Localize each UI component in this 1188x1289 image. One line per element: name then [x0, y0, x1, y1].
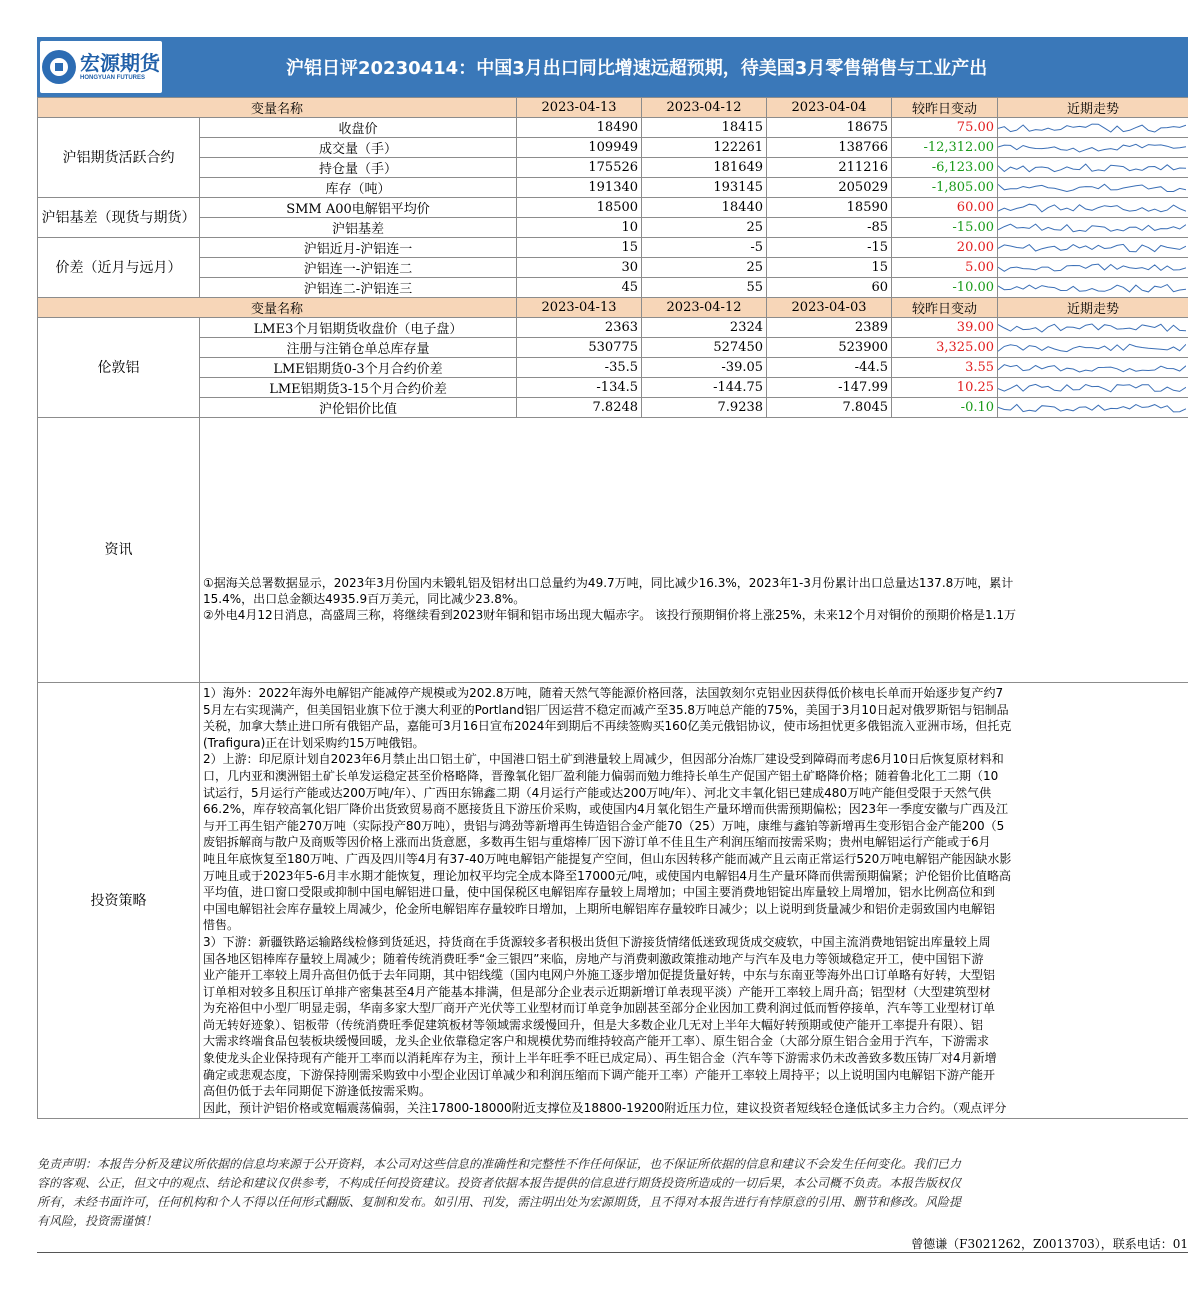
value-cell: 527450: [642, 338, 767, 358]
group-label: 沪铝期货活跃合约: [38, 118, 200, 198]
strategy-line: 试运行，5月运行产能或达200万吨/年）、广西田东锦鑫二期（4月运行产能或达200万吨/年）、河北文丰氧化铝已建成480万吨产能但受限于天然气供: [203, 785, 992, 800]
change-cell: 10.25: [892, 378, 998, 398]
sparkline: [998, 399, 1186, 416]
sparkline-path: [998, 164, 1186, 172]
strategy-line: 尚无转好迹象）、铝板带（传统消费旺季促建筑板材等领域需求缓慢回升，但是大多数企业几无对上半年大幅好转预期或使产能开工率提升有限）、铝: [203, 1017, 984, 1032]
sparkline-path: [998, 344, 1186, 351]
sparkline-path: [998, 184, 1186, 191]
header-cell: 较昨日变动: [892, 98, 998, 118]
change-cell: -12,312.00: [892, 138, 998, 158]
strategy-label: 投资策略: [38, 683, 200, 1119]
trend-cell: [998, 158, 1188, 178]
header-cell: 变量名称: [38, 298, 517, 318]
value-cell: 109949: [517, 138, 642, 158]
strategy-line: 平均值，进口窗口受限或抑制中国电解铝进口量，使中国保税区电解铝库存量较上周增加；中国主要消费地铝锭出库量较上周增加，铝水比例高位和到: [203, 885, 996, 900]
value-cell: 15: [767, 258, 892, 278]
value-cell: 60: [767, 278, 892, 298]
strategy-line: 5月左右实现满产，但美国铝业旗下位于澳大利亚的Portland铝厂因运营不稳定而减产至35.8万吨总产能的75%，美国于3月10日起对俄罗斯铝与铝制品: [203, 702, 1009, 717]
value-cell: -144.75: [642, 378, 767, 398]
value-cell: 7.9238: [642, 398, 767, 418]
trend-cell: [998, 358, 1188, 378]
strategy-line: 2）上游：印尼原计划自2023年6月禁止出口铝土矿，中国港口铝土矿到港量较上周减少，但因部分冶炼厂建设受到障碍而考虑6月10日后恢复原材料和: [203, 752, 1004, 767]
disclaimer-line: 所有，未经书面许可，任何机构和个人不得以任何形式翻版、复制和发布。如引用、刊发，需注明出处为宏源期货，且不得对本报告进行有悖原意的引用、删节和修改。风险提: [37, 1195, 962, 1209]
company-logo: [40, 41, 162, 93]
strategy-line: 订单相对较多且积压订单排产密集甚至4月产能基本排满，但是部分企业表示近期新增订单表现平淡）产能开工率较上周升高；铝型材（大型建筑型材: [203, 984, 991, 999]
table-row: [38, 118, 1188, 138]
value-cell: 191340: [517, 178, 642, 198]
disclaimer-line: 免责声明：本报告分析及建议所依据的信息均来源于公开资料，本公司对这些信息的准确性和完整性不作任何保证，也不保证所依据的信息和建议不会发生任何变化。我们已力: [37, 1157, 962, 1171]
trend-cell: [998, 338, 1188, 358]
table-row: [38, 278, 1188, 298]
header-cell: 2023-04-12: [642, 298, 767, 318]
strategy-line: 为充裕但中小型厂明显走弱，华南多家大型厂商开产光伏等工业型材而订单竞争加剧甚至部分企业因加工费利润过低而暂停接单，汽车等工业型材订单: [203, 1001, 996, 1016]
sparkline-path: [998, 124, 1186, 132]
logo-cn: 宏源期货: [80, 51, 160, 75]
sparkline: [998, 379, 1186, 396]
value-cell: 2363: [517, 318, 642, 338]
row-label: 库存（吨）: [200, 178, 517, 198]
strategy-line: 国各地区铝棒库存量较上周减少；随着传统消费旺季“金三银四”来临，房地产与消费刺激政策推动地产与汽车及电力等领域稳定开工，使中国铝下游: [203, 951, 984, 966]
disclaimer-line: 有风险，投资需谨慎！: [37, 1214, 158, 1228]
sparkline: [998, 139, 1186, 156]
table-row: [38, 198, 1188, 218]
change-cell: 60.00: [892, 198, 998, 218]
trend-cell: [998, 278, 1188, 298]
sparkline-path: [998, 405, 1186, 412]
strategy-content: [200, 683, 1188, 1119]
strategy-line: 惜售。: [203, 918, 240, 933]
value-cell: 138766: [767, 138, 892, 158]
value-cell: 30: [517, 258, 642, 278]
row-label: 持仓量（手）: [200, 158, 517, 178]
sparkline-path: [998, 144, 1186, 152]
sparkline: [998, 319, 1186, 336]
sparkline: [998, 259, 1186, 276]
strategy-line: 吨且年底恢复至180万吨、广西及四川等4月有37-40万吨电解铝产能提复产空间，但山东因转移产能而减产且云南正常运行520万吨电解铝产能因缺水影: [203, 851, 1012, 866]
value-cell: 2324: [642, 318, 767, 338]
row-label: LME3个月铝期货收盘价（电子盘）: [200, 318, 517, 338]
change-cell: 39.00: [892, 318, 998, 338]
value-cell: 18675: [767, 118, 892, 138]
value-cell: 18490: [517, 118, 642, 138]
table-row: [38, 138, 1188, 158]
trend-cell: [998, 218, 1188, 238]
group-label: 价差（近月与远月）: [38, 238, 200, 298]
row-label: 沪铝连二-沪铝连三: [200, 278, 517, 298]
news-row: [38, 418, 1188, 683]
table-row: [38, 358, 1188, 378]
sparkline: [998, 339, 1186, 356]
value-cell: 18440: [642, 198, 767, 218]
strategy-line: 象使龙头企业保持现有产能开工率而以消耗库存为主，预计上半年旺季不旺已成定局）、再生铝合金（汽车等下游需求仍未改善致多数压铸厂对4月新增: [203, 1051, 997, 1066]
value-cell: 15: [517, 238, 642, 258]
value-cell: 122261: [642, 138, 767, 158]
value-cell: 18590: [767, 198, 892, 218]
header-row: [38, 298, 1188, 318]
header-cell: 变量名称: [38, 98, 517, 118]
table-row: [38, 158, 1188, 178]
sparkline-path: [998, 264, 1186, 271]
change-cell: 20.00: [892, 238, 998, 258]
sparkline-path: [998, 384, 1186, 391]
strategy-line: 业产能开工率较上周升高但仍低于去年同期，其中铝线缆（国内电网户外施工逐步增加促提货量好转，中东与东南亚等海外出口订单略有好转，大型铝: [203, 968, 996, 983]
sparkline-path: [998, 285, 1186, 292]
strategy-line: 确定或悲观态度，下游保持刚需采购致中小型企业因订单减少和利润压缩而下调产能开工率）产能开工率较上周持平；以上说明国内电解铝下游产能开: [203, 1067, 996, 1082]
strategy-line: 高但仍低于去年同期促下游逢低按需采购。: [203, 1084, 432, 1099]
value-cell: 25: [642, 258, 767, 278]
value-cell: 45: [517, 278, 642, 298]
sparkline-path: [998, 365, 1186, 372]
strategy-line: 3）下游：新疆铁路运输路线检修到货延迟，持货商在手货源较多者积极出货但下游接货情绪低迷致现货成交疲软，中国主流消费地铝锭出库量较上周: [203, 934, 991, 949]
data-table: [37, 97, 1188, 1119]
header-cell: 2023-04-04: [767, 98, 892, 118]
change-cell: -15.00: [892, 218, 998, 238]
row-label: 成交量（手）: [200, 138, 517, 158]
header-cell: 较昨日变动: [892, 298, 998, 318]
value-cell: 211216: [767, 158, 892, 178]
trend-cell: [998, 258, 1188, 278]
sparkline-path: [998, 244, 1186, 251]
trend-cell: [998, 178, 1188, 198]
trend-cell: [998, 238, 1188, 258]
change-cell: -1,805.00: [892, 178, 998, 198]
table-row: [38, 178, 1188, 198]
sparkline-path: [998, 224, 1186, 232]
value-cell: 10: [517, 218, 642, 238]
value-cell: 25: [642, 218, 767, 238]
row-label: LME铝期货3-15个月合约价差: [200, 378, 517, 398]
change-cell: -6,123.00: [892, 158, 998, 178]
sparkline-path: [998, 324, 1186, 332]
sparkline: [998, 219, 1186, 236]
row-label: SMM A00电解铝平均价: [200, 198, 517, 218]
value-cell: -147.99: [767, 378, 892, 398]
news-p1b: 15.4%，出口总金额达4935.9百万美元，同比减少23.8%。: [203, 592, 526, 606]
sparkline-path: [998, 204, 1186, 212]
logo-en: HONGYUAN FUTURES: [80, 75, 146, 81]
value-cell: 523900: [767, 338, 892, 358]
value-cell: 18415: [642, 118, 767, 138]
header-cell: 2023-04-03: [767, 298, 892, 318]
value-cell: 7.8248: [517, 398, 642, 418]
trend-cell: [998, 398, 1188, 418]
table-row: [38, 258, 1188, 278]
report-frame: [37, 37, 1188, 1119]
disclaimer: [37, 1155, 1188, 1231]
value-cell: -15: [767, 238, 892, 258]
sparkline: [998, 199, 1186, 216]
header-cell: 近期走势: [998, 298, 1188, 318]
strategy-line: 与开工再生铝产能270万吨（实际投产80万吨），贵铝与鸿劲等新增再生铸造铝合金产能70（25）万吨，康维与鑫铂等新增再生变形铝合金产能200（5: [203, 818, 1005, 833]
strategy-line: 66.2%，库存较高氧化铝厂降价出货致贸易商不愿接货且下游压价采购，或使国内4月氧化铝生产量环增而供需预期偏松；因23年一季度安徽与广西及江: [203, 802, 1009, 817]
group-label: 伦敦铝: [38, 318, 200, 418]
sparkline: [998, 359, 1186, 376]
table-row: [38, 218, 1188, 238]
row-label: LME铝期货0-3个月合约价差: [200, 358, 517, 378]
strategy-line: 万吨且或于2023年5-6月丰水期才能恢复，理论加权平均完全成本降至17000元/吨，或使国内电解铝4月生产量环降而供需预期偏紧；沪伦铝价比值略高: [203, 868, 1011, 883]
contact-info: 曾德谦（F3021262，Z0013703），联系电话：01: [911, 1237, 1188, 1251]
table-row: [38, 318, 1188, 338]
group-label: 沪铝基差（现货与期货）: [38, 198, 200, 238]
trend-cell: [998, 138, 1188, 158]
sparkline: [998, 119, 1186, 136]
header-cell: 2023-04-13: [517, 98, 642, 118]
value-cell: 530775: [517, 338, 642, 358]
trend-cell: [998, 378, 1188, 398]
change-cell: 5.00: [892, 258, 998, 278]
table-row: [38, 398, 1188, 418]
strategy-line: 因此，预计沪铝价格或宽幅震荡偏弱，关注17800-18000附近支撑位及18800-19200附近压力位，建议投资者短线轻仓逢低试多主力合约。（观点评分: [203, 1100, 1007, 1115]
header-cell: 2023-04-12: [642, 98, 767, 118]
value-cell: 7.8045: [767, 398, 892, 418]
row-label: 沪铝连一-沪铝连二: [200, 258, 517, 278]
change-cell: 75.00: [892, 118, 998, 138]
sparkline: [998, 279, 1186, 296]
value-cell: -35.5: [517, 358, 642, 378]
strategy-line: 大需求终端食品包装板块缓慢回暖，龙头企业依靠稳定客户和规模优势而维持较高产能开工率）、原生铝合金（大部分原生铝合金用于汽车，下游需求: [203, 1034, 990, 1049]
table-row: [38, 338, 1188, 358]
footer-rule: [37, 1252, 1188, 1253]
header-row: [38, 98, 1188, 118]
sparkline: [998, 159, 1186, 176]
news-p2: ②外电4月12日消息，高盛周三称，将继续看到2023财年铜和铝市场出现大幅赤字。 该投行预期铜价将上涨25%，未来12个月对铜价的预期价格是1.1万: [203, 608, 1017, 622]
row-label: 沪铝近月-沪铝连一: [200, 238, 517, 258]
row-label: 沪铝基差: [200, 218, 517, 238]
report-header: [37, 37, 1188, 97]
trend-cell: [998, 118, 1188, 138]
logo-mark-icon: [42, 50, 76, 84]
row-label: 沪伦铝价比值: [200, 398, 517, 418]
strategy-line: 1）海外：2022年海外电解铝产能减停产规模或为202.8万吨，随着天然气等能源价格回落，法国敦刻尔克铝业因获得低价核电长单而开始逐步复产约7: [203, 686, 1004, 700]
trend-cell: [998, 318, 1188, 338]
value-cell: 2389: [767, 318, 892, 338]
value-cell: 193145: [642, 178, 767, 198]
header-cell: 近期走势: [998, 98, 1188, 118]
change-cell: 3,325.00: [892, 338, 998, 358]
change-cell: -10.00: [892, 278, 998, 298]
value-cell: -85: [767, 218, 892, 238]
row-label: 注册与注销仓单总库存量: [200, 338, 517, 358]
sparkline: [998, 239, 1186, 256]
value-cell: -44.5: [767, 358, 892, 378]
news-content: [200, 418, 1188, 683]
report-title: 沪铝日评20230414：中国3月出口同比增速远超预期，待美国3月零售销售与工业产出: [286, 58, 988, 79]
strategy-line: (Trafigura)正在计划采购约15万吨俄铝。: [203, 735, 425, 750]
change-cell: -0.10: [892, 398, 998, 418]
table-row: [38, 238, 1188, 258]
value-cell: 181649: [642, 158, 767, 178]
strategy-line: 废铝拆解商与散户及商贩等因价格上涨而出货意愿，多数再生铝与重熔棒厂因下游订单不佳且生产利润压缩而按需采购；贵州电解铝运行产能或于6月: [203, 835, 991, 850]
news-p1: ①据海关总署数据显示，2023年3月份国内未锻轧铝及铝材出口总量约为49.7万吨，同比减少16.3%，2023年1-3月份累计出口总量达137.8万吨，累计: [203, 576, 1014, 590]
value-cell: -5: [642, 238, 767, 258]
value-cell: -39.05: [642, 358, 767, 378]
strategy-line: 口，几内亚和澳洲铝土矿长单发运稳定甚至价格略降，晋豫氧化铝厂盈利能力偏弱而勉力维持长单生产促国产铝土矿略降价格；随着鲁北化工二期（10: [203, 768, 999, 783]
news-label: 资讯: [38, 418, 200, 683]
value-cell: 175526: [517, 158, 642, 178]
strategy-line: 关税，加拿大禁止进口所有俄铝产品，嘉能可3月16日宣布2024年到期后不再续签购买160亿美元俄铝协议，使市场担忧更多俄铝流入亚洲市场，但托克: [203, 719, 1012, 734]
value-cell: -134.5: [517, 378, 642, 398]
trend-cell: [998, 198, 1188, 218]
disclaimer-line: 容的客观、公正，但文中的观点、结论和建议仅供参考，不构成任何投资建议。投资者依据本报告提供的信息进行期货投资所造成的一切后果，本公司概不负责。本报告版权仅: [37, 1176, 962, 1190]
value-cell: 18500: [517, 198, 642, 218]
value-cell: 55: [642, 278, 767, 298]
value-cell: 205029: [767, 178, 892, 198]
change-cell: 3.55: [892, 358, 998, 378]
row-label: 收盘价: [200, 118, 517, 138]
table-row: [38, 378, 1188, 398]
sparkline: [998, 179, 1186, 196]
header-cell: 2023-04-13: [517, 298, 642, 318]
strategy-row: [38, 683, 1188, 1119]
strategy-line: 中国电解铝社会库存量较上周减少，伦金所电解铝库存量较昨日增加，上期所电解铝库存量较昨日减少；以上说明到货量减少和铝价走弱致国内电解铝: [203, 901, 996, 916]
